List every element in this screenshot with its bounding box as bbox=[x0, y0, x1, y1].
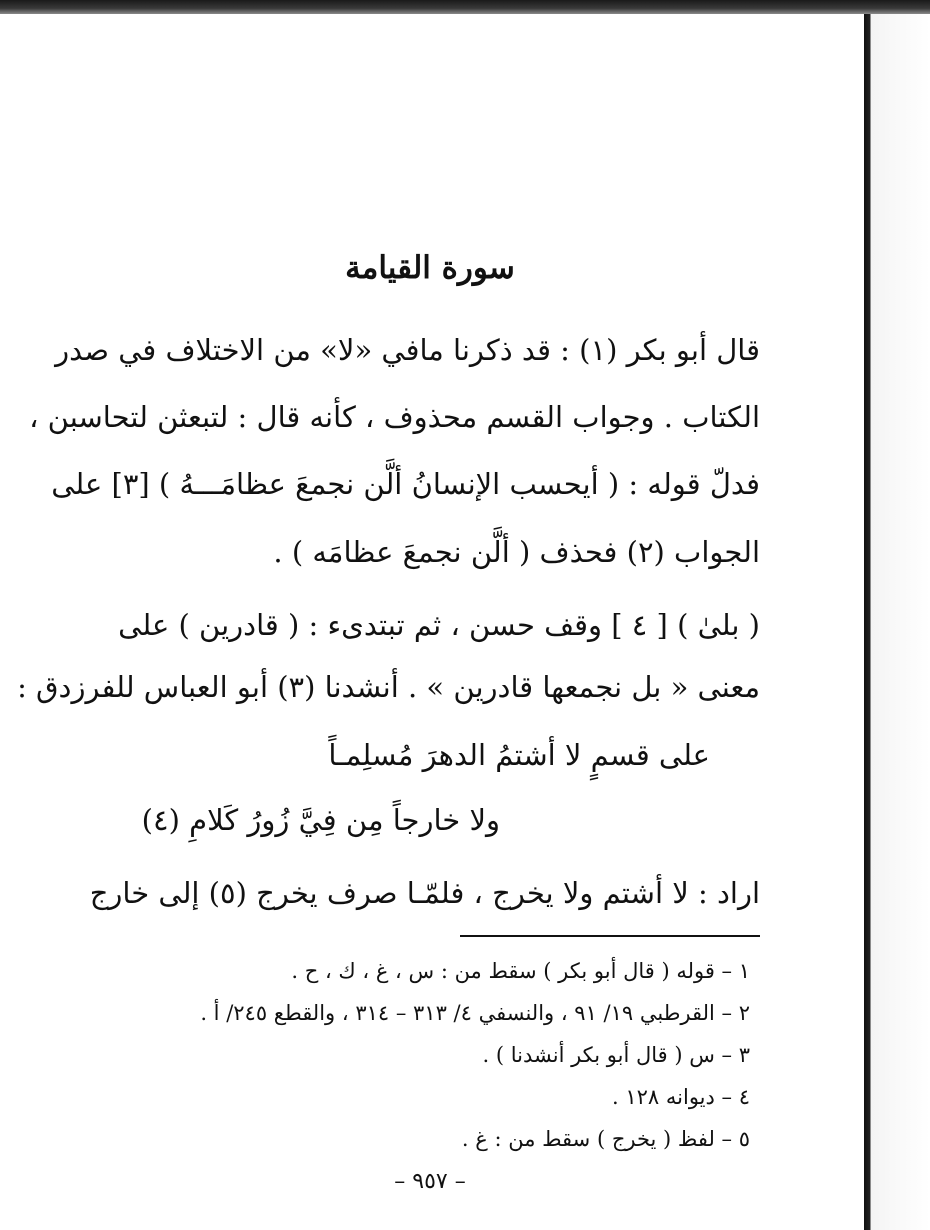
page-content bbox=[17, 235, 760, 1215]
body-line-after-verse: اراد : لا أشتم ولا يخرج ، فلمّـا صرف يخرج (٥) إلى خارج bbox=[89, 876, 760, 910]
page-number: – ٩٥٧ – bbox=[394, 1169, 466, 1194]
footnote-1: ١ – قوله ( قال أبو بكر ) سقط من : س ، غ ، ك ، ح . bbox=[291, 959, 750, 983]
footnote-divider bbox=[460, 935, 760, 937]
body-line-6: معنى « بل نجمعها قادرين » . أنشدنا (٣) أبو العباس للفرزدق : bbox=[17, 670, 760, 704]
scan-top-edge bbox=[0, 0, 930, 14]
footnote-4: ٤ – ديوانه ١٢٨ . bbox=[612, 1085, 750, 1109]
surah-title: سورة القيامة bbox=[345, 250, 515, 286]
body-line-2: الكتاب . وجواب القسم محذوف ، كأنه قال : لتبعثن لتحاسبن ، bbox=[29, 400, 760, 434]
body-line-4: الجواب (٢) فحذف ( ألَّن نجمعَ عظامَه ) . bbox=[273, 535, 760, 569]
body-line-1: قال أبو بكر (١) : قد ذكرنا مافي «لا» من الاختلاف في صدر bbox=[55, 333, 760, 367]
body-line-5: ( بلىٰ ) [ ٤ ] وقف حسن ، ثم تبتدىء : ( قادرين ) على bbox=[118, 608, 760, 642]
body-line-3: فدلّ قوله : ( أيحسب الإنسانُ ألَّن نجمعَ عظامَـــهُ ) [٣] على bbox=[51, 467, 760, 501]
verse-line-2: ولا خارجاً مِن فِيَّ زُورُ كَلامِ (٤) bbox=[141, 803, 500, 837]
footnote-2: ٢ – القرطبي ١٩/ ٩١ ، والنسفي ٤/ ٣١٣ – ٣١٤ ، والقطع ٢٤٥/ أ . bbox=[200, 1001, 750, 1025]
book-spine-shadow bbox=[858, 14, 930, 1230]
footnote-5: ٥ – لفظ ( يخرج ) سقط من : غ . bbox=[461, 1127, 750, 1151]
footnote-3: ٣ – س ( قال أبو بكر أنشدنا ) . bbox=[482, 1043, 750, 1067]
verse-line-1: على قسمٍ لا أشتمُ الدهرَ مُسلِمـاً bbox=[328, 738, 710, 772]
